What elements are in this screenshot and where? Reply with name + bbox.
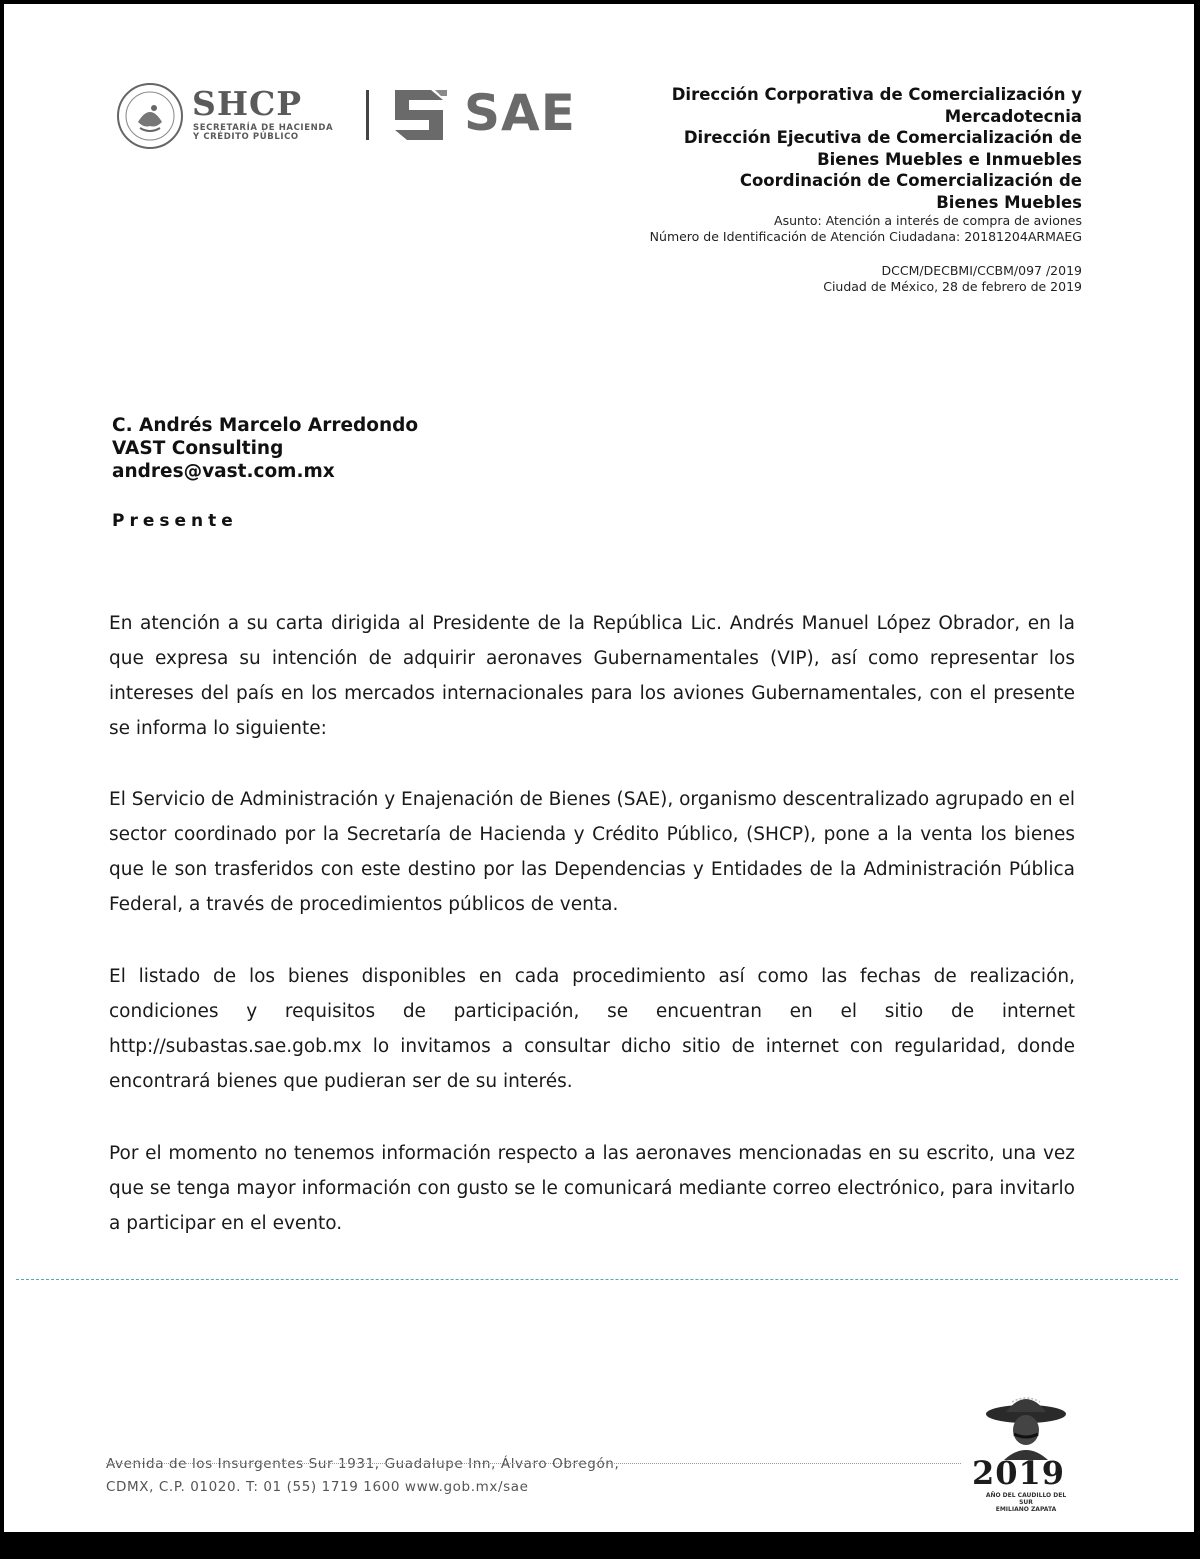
shcp-logo-subtitle [193, 124, 333, 142]
letter-page [4, 4, 1194, 1532]
year-caption-line: AÑO DEL CAUDILLO DEL SUR [985, 1492, 1067, 1506]
footer-contact-line: CDMX, C.P. 01020. T: 01 (55) 1719 1600 www.gob.mx/sae [106, 1479, 529, 1495]
header-line: Dirección Corporativa de Comercialización y [671, 85, 1082, 104]
header-department-block [672, 84, 1082, 213]
shcp-subtitle-line: Y CRÉDITO PÚBLICO [193, 132, 299, 142]
body-paragraph: Por el momento no tenemos información respecto a las aeronaves mencionadas en su escrito, una vez que se tenga mayor información con gusto se le comunicará mediante correo electrónico, para invitarlo a participar en el evento. [109, 1143, 1075, 1234]
footer-divider [106, 1463, 961, 1464]
subject-block [650, 213, 1082, 245]
header-line: Mercadotecnia [944, 106, 1082, 126]
mexico-seal-icon [116, 82, 184, 150]
header-line: Coordinación de Comercialización de [739, 171, 1082, 190]
sae-logo-text: SAE [464, 84, 576, 142]
reference-block [823, 263, 1082, 295]
numero-line: Número de Identificación de Atención Ciudadana: 20181204ARMAEG [649, 229, 1082, 244]
body-paragraph: El Servicio de Administración y Enajenación de Bienes (SAE), organismo descentralizado agrupado en el sector coordinado por la Secretaría de Hacienda y Crédito Público, (SHCP), pone a la venta los bienes que le son trasferidos con este destino por las Dependencias y Entidades de la Administración Pública Federal, a través de procedimientos públicos de venta. [109, 789, 1075, 915]
year-caption [984, 1492, 1068, 1513]
year-caption-line: EMILIANO ZAPATA [995, 1506, 1057, 1513]
year-2019-badge: 2019 [972, 1454, 1066, 1492]
asunto-line: Asunto: Atención a interés de compra de aviones [774, 213, 1082, 228]
recipient-email: andres@vast.com.mx [112, 461, 335, 482]
body-paragraph: El listado de los bienes disponibles en cada procedimiento así como las fechas de realización, condiciones y requisitos de participación, se encuentran en el sitio de internet http://subastas.sae.gob.mx lo invitamos a consultar dicho sitio de internet con regularidad, donde encontrará bienes que pudieran ser de su interés. [109, 966, 1075, 1092]
header-line: Bienes Muebles e Inmuebles [817, 149, 1082, 169]
logo-divider [366, 90, 369, 140]
greeting: Presente [112, 511, 238, 531]
header-line: Dirección Ejecutiva de Comercialización de [683, 128, 1082, 147]
body-paragraph: En atención a su carta dirigida al Presidente de la República Lic. Andrés Manuel López Obrador, en la que expresa su intención de adquirir aeronaves Gubernamentales (VIP), así como representar los intereses del país en los mercados internacionales para los aviones Gubernamentales, con el presente se informa lo siguiente: [109, 613, 1075, 739]
shcp-subtitle-line: SECRETARÍA DE HACIENDA [193, 123, 334, 133]
emiliano-zapata-portrait-icon [984, 1392, 1068, 1460]
shcp-logo-text: SHCP [192, 84, 303, 123]
recipient-company: VAST Consulting [112, 438, 284, 459]
oficio-number: DCCM/DECBMI/CCBM/097 /2019 [881, 263, 1082, 278]
letter-date: Ciudad de México, 28 de febrero de 2019 [823, 279, 1082, 294]
recipient-name: C. Andrés Marcelo Arredondo [112, 415, 419, 436]
sae-logo-icon [391, 86, 451, 144]
header-line: Bienes Muebles [936, 192, 1082, 212]
footer-address-line: Avenida de los Insurgentes Sur 1931, Guadalupe Inn, Álvaro Obregón, [106, 1456, 620, 1472]
section-divider [16, 1279, 1178, 1280]
